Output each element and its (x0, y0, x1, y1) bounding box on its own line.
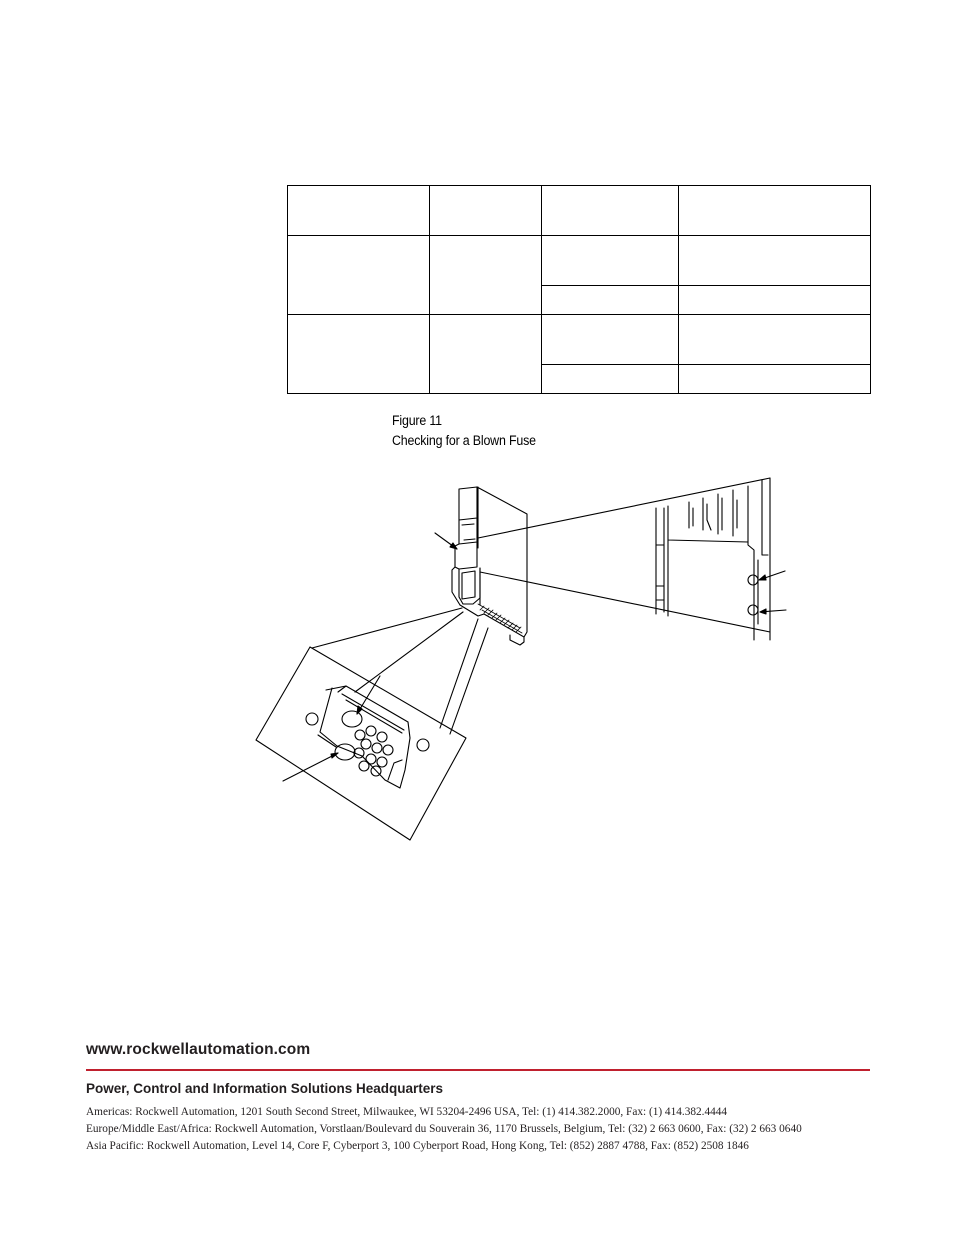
bottom-projection-lines (312, 608, 488, 734)
footer-address-emea: Europe/Middle East/Africa: Rockwell Automation, Vorstlaan/Boulevard du Souverain 36, 1170 Brussels, Belgium, Tel: (32) 2 663 0600, Fax: (32) 2 663 0640 (86, 1123, 802, 1135)
module-body (452, 487, 527, 645)
figure-number: Figure 11 (392, 413, 442, 428)
projection-lines (478, 478, 770, 632)
footer-website-link[interactable]: www.rockwellautomation.com (86, 1041, 311, 1058)
bottom-view-detail (256, 647, 466, 840)
footer-headquarters-heading: Power, Control and Information Solutions Headquarters (86, 1081, 444, 1096)
footer-address-asia-pacific: Asia Pacific: Rockwell Automation, Level 14, Core F, Cyberport 3, 100 Cyberport Road, Hong Kong, Tel: (852) 2887 4788, Fax: (852) 2508 1846 (86, 1140, 749, 1152)
footer-divider (86, 1069, 870, 1071)
footer-address-americas: Americas: Rockwell Automation, 1201 South Second Street, Milwaukee, WI 53204-2496 USA, Tel: (1) 414.382.2000, Fax: (1) 414.382.4444 (86, 1106, 728, 1118)
footer-addresses (86, 1104, 886, 1155)
figure-title: Checking for a Blown Fuse (392, 433, 536, 448)
callout-arrows (283, 533, 786, 781)
module-vent-grille (478, 604, 522, 633)
side-view-detail (656, 478, 770, 640)
